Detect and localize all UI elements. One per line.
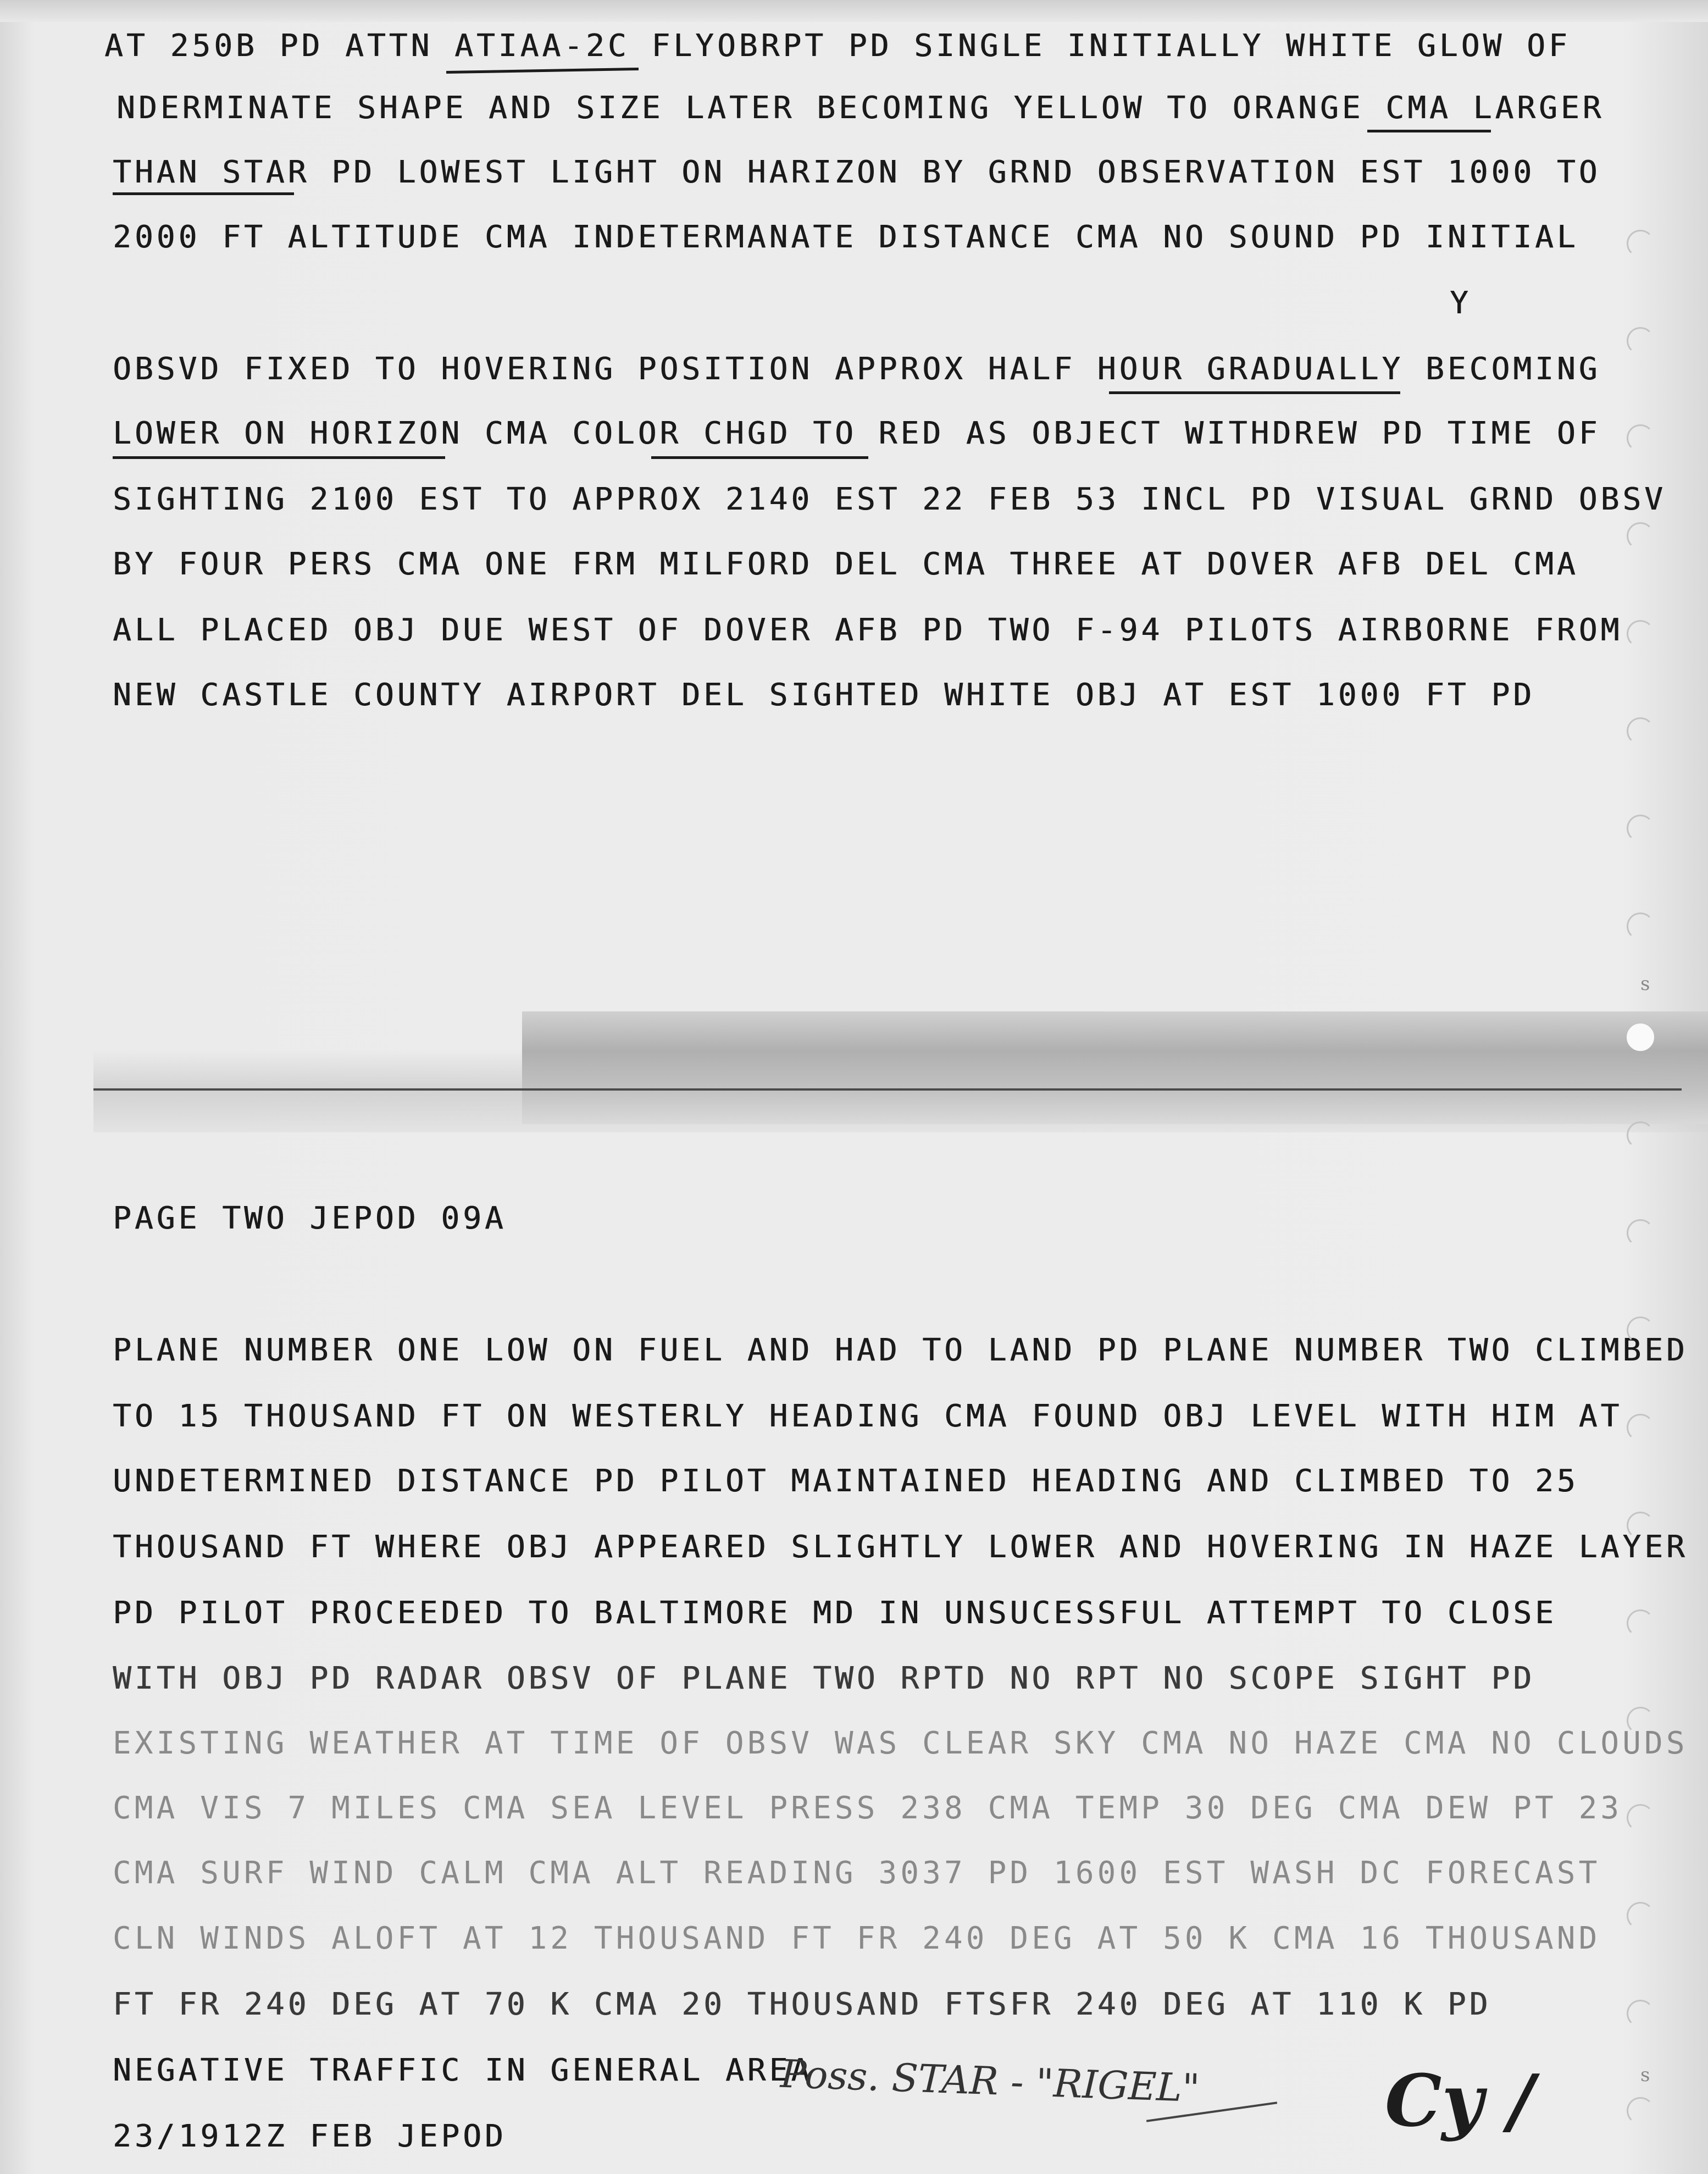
handwritten-note: Poss. STAR - "RIGEL" [779,2051,1201,2111]
teletype-line: PLANE NUMBER ONE LOW ON FUEL AND HAD TO LAND PD PLANE NUMBER TWO CLIMBED [113,1332,1688,1368]
teletype-line: CMA SURF WIND CALM CMA ALT READING 3037 PD 1600 EST WASH DC FORECAST [113,1855,1601,1891]
teletype-line: CLN WINDS ALOFT AT 12 THOUSAND FT FR 240 DEG AT 50 K CMA 16 THOUSAND [113,1921,1601,1956]
page-break-rule [93,1088,1682,1091]
sprocket-hole [1627,1414,1654,1441]
handwritten-initials: Cy / [1385,2059,1534,2143]
teletype-line: THOUSAND FT WHERE OBJ APPEARED SLIGHTLY LOWER AND HOVERING IN HAZE LAYER [113,1529,1688,1565]
sprocket-hole [1627,620,1654,648]
page-header: PAGE TWO JEPOD 09A [113,1201,507,1236]
underline-mark [1367,130,1491,132]
teletype-line: SIGHTING 2100 EST TO APPROX 2140 EST 22 FEB 53 INCL PD VISUAL GRND OBSV [113,482,1666,517]
teletype-line: FT FR 240 DEG AT 70 K CMA 20 THOUSAND FTSFR 240 DEG AT 110 K PD [113,1987,1491,2022]
sprocket-hole [1627,1121,1654,1149]
teletype-line: LOWER ON HORIZON CMA COLOR CHGD TO RED AS OBJECT WITHDREW PD TIME OF [113,416,1601,451]
sprocket-hole [1627,717,1654,745]
teletype-line: THAN STAR PD LOWEST LIGHT ON HARIZON BY GRND OBSERVATION EST 1000 TO [113,154,1601,190]
teletype-line: UNDETERMINED DISTANCE PD PILOT MAINTAINED HEADING AND CLIMBED TO 25 [113,1463,1579,1499]
teletype-line: WITH OBJ PD RADAR OBSV OF PLANE TWO RPTD NO RPT NO SCOPE SIGHT PD [113,1661,1535,1696]
teletype-line: NEW CASTLE COUNTY AIRPORT DEL SIGHTED WHITE OBJ AT EST 1000 FT PD [113,677,1535,713]
underline-mark [1109,391,1400,394]
teletype-line: EXISTING WEATHER AT TIME OF OBSV WAS CLEAR SKY CMA NO HAZE CMA NO CLOUDS [113,1725,1688,1761]
sprocket-hole [1627,815,1654,842]
page-break-band [0,1000,1708,1165]
sprocket-hole [1627,2097,1654,2125]
underline-mark [446,68,639,74]
sprocket-hole [1627,230,1654,257]
sprocket-hole [1627,522,1654,550]
sprocket-hole [1627,424,1654,452]
margin-mark: s [1640,973,1650,995]
sprocket-hole [1627,1902,1654,1929]
teletype-line: BY FOUR PERS CMA ONE FRM MILFORD DEL CMA THREE AT DOVER AFB DEL CMA [113,546,1579,582]
teletype-line: ALL PLACED OBJ DUE WEST OF DOVER AFB PD TWO F-94 PILOTS AIRBORNE FROM [113,612,1623,648]
sprocket-hole [1627,2000,1654,2027]
teletype-line: NDERMINATE SHAPE AND SIZE LATER BECOMING YELLOW TO ORANGE CMA LARGER [117,90,1605,126]
underline-mark [651,456,868,459]
sprocket-hole [1627,1024,1654,1051]
sprocket-hole [1627,1219,1654,1247]
underline-mark [113,192,294,195]
sprocket-hole [1627,1707,1654,1734]
page-break-smudge [522,1011,1708,1124]
teletype-line: 23/1912Z FEB JEPOD [113,2118,507,2154]
sprocket-hole [1627,327,1654,355]
teletype-line: TO 15 THOUSAND FT ON WESTERLY HEADING CMA FOUND OBJ LEVEL WITH HIM AT [113,1398,1623,1434]
teletype-line: OBSVD FIXED TO HOVERING POSITION APPROX HALF HOUR GRADUALLY BECOMING [113,351,1601,387]
sprocket-hole [1627,912,1654,940]
teletype-line: PD PILOT PROCEEDED TO BALTIMORE MD IN UNSUCESSFUL ATTEMPT TO CLOSE [113,1595,1557,1631]
sprocket-hole [1627,1804,1654,1832]
margin-mark: s [1640,2064,1650,2086]
page-top-edge [0,0,1708,22]
underline-mark [113,456,445,459]
teletype-line: 2000 FT ALTITUDE CMA INDETERMANATE DISTANCE CMA NO SOUND PD INITIAL [113,219,1579,255]
teletype-line: NEGATIVE TRAFFIC IN GENERAL AREA [113,2053,813,2088]
teletype-line: CMA VIS 7 MILES CMA SEA LEVEL PRESS 238 CMA TEMP 30 DEG CMA DEW PT 23 [113,1790,1623,1826]
sprocket-hole [1627,1512,1654,1539]
teletype-line: AT 250B PD ATTN ATIAA-2C FLYOBRPT PD SINGLE INITIALLY WHITE GLOW OF [104,28,1571,64]
sprocket-hole [1627,1316,1654,1344]
sprocket-hole [1627,1609,1654,1637]
teletype-line: Y [1450,285,1472,321]
